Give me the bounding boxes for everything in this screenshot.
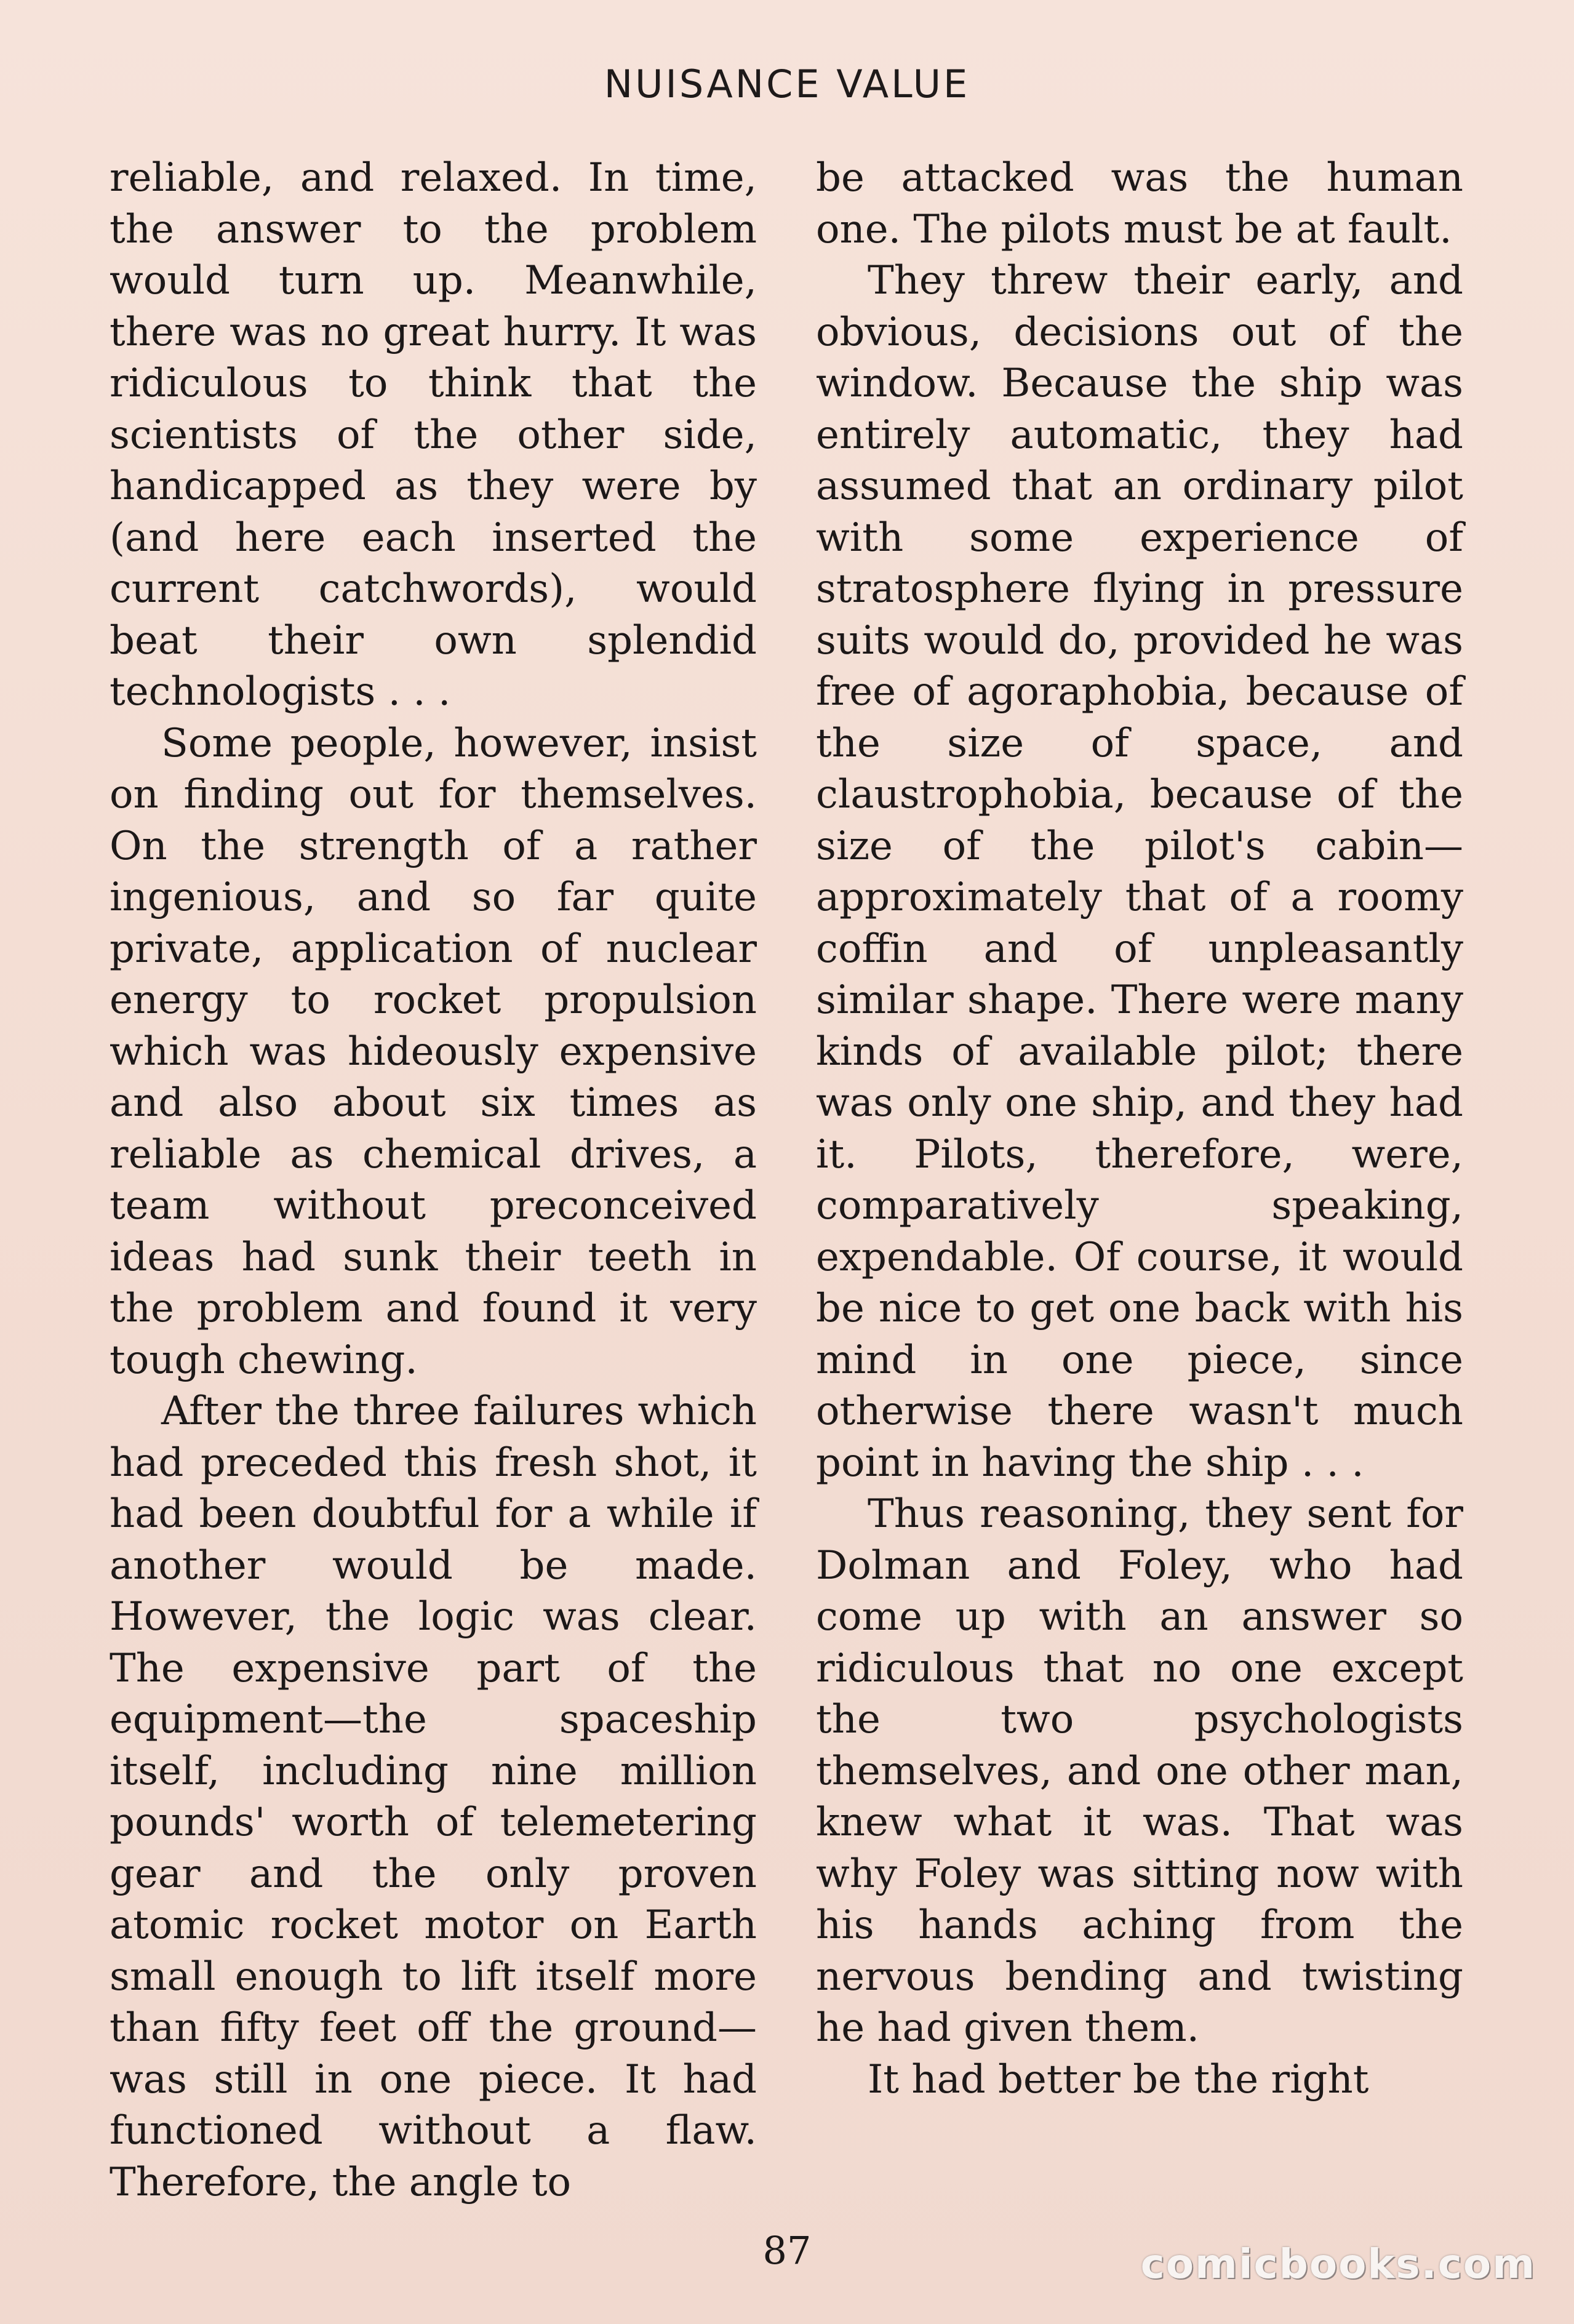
watermark: comicbooks.com — [1140, 2240, 1536, 2288]
paragraph: Thus reasoning, they sent for Dolman and Foley, who had come up with an answer so ridiculous that no one except the two psychologists themselves, and one other man, knew what it was. That was why Foley was sitting now with his hands aching from the nervous bending and twisting he had given them. — [816, 1491, 1463, 2051]
paragraph: It had better be the right — [868, 2056, 1369, 2102]
paragraph: reliable, and relaxed. In time, the answer to the problem would turn up. Meanwhile, there was no great hurry. It was ridiculous to think that the scientists of the other side, handicapped as they were by (and here each inserted the current catchwords), would beat their own splendid technologists . . . — [110, 155, 757, 715]
running-title: NUISANCE VALUE — [604, 62, 970, 106]
paragraph: Some people, however, insist on finding out for themselves. On the strength of a rather ingenious, and so far quite private, application of nuclear energy to rocket propulsion which was hideously expensive and also about six times as reliable as chemical drives, a team without preconceived ideas had sunk their teeth in the problem and found it very tough chewing. — [110, 720, 757, 1383]
right-column — [816, 153, 1463, 2106]
page-number: 87 — [762, 2228, 812, 2273]
paragraph: be attacked was the human one. The pilots must be at fault. — [816, 155, 1463, 252]
left-column — [110, 153, 757, 2208]
paragraph: They threw their early, and obvious, decisions out of the window. Because the ship was entirely automatic, they had assumed that an ordinary pilot with some experience of stratosphere flying in pressure suits would do, provided he was free of agoraphobia, because of the size of space, and claustrophobia, because of the size of the pilot's cabin—approximately that of a roomy coffin and of unpleasantly similar shape. There were many kinds of available pilot; there was only one ship, and they had it. Pilots, therefore, were, comparatively speaking, expendable. Of course, it would be nice to get one back with his mind in one piece, since otherwise there wasn't much point in having the ship . . . — [816, 258, 1463, 1486]
paragraph: After the three failures which had preceded this fresh shot, it had been doubtful for a while if another would be made. However, the logic was clear. The expensive part of the equipment—the spaceship itself, including nine million pounds' worth of telemetering gear and the only proven atomic rocket motor on Earth small enough to lift itself more than fifty feet off the ground—was still in one piece. It had functioned without a flaw. Therefore, the angle to — [110, 1388, 757, 2205]
